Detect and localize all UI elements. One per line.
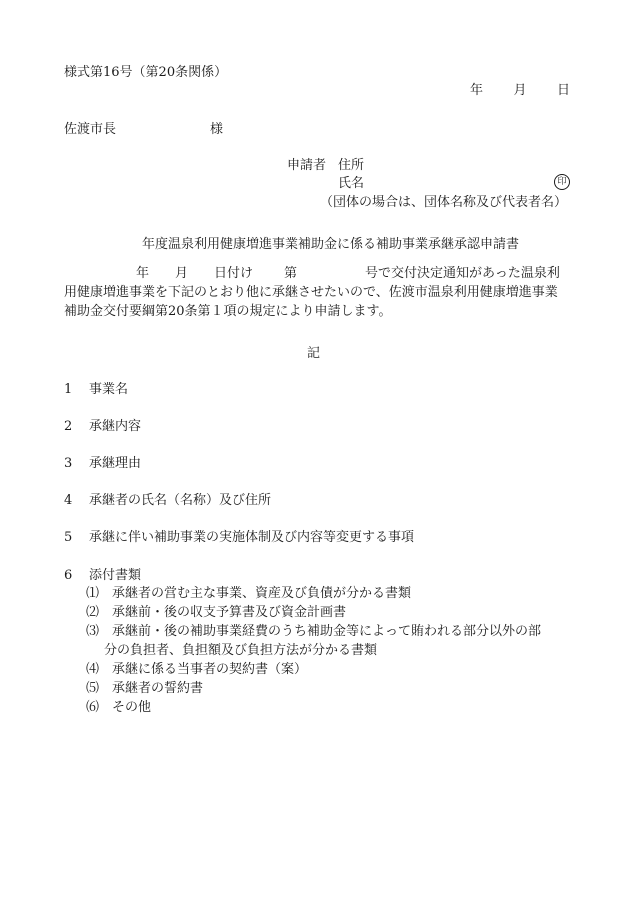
date-month: 月 [513, 83, 527, 98]
item-text: 事業名 [89, 382, 129, 397]
attachment-text: 承継前・後の収支予算書及び資金計画書 [112, 605, 347, 620]
seal-mark: 印 [554, 174, 570, 190]
applicant-name-row [338, 175, 570, 192]
address-label: 住所 [338, 158, 365, 173]
item-number: 6 [64, 568, 73, 583]
attachment-number: ⑹ [86, 700, 100, 715]
applicant-address-row [287, 157, 365, 174]
attachment-number: ⑷ [86, 662, 100, 677]
item-text: 承継者の氏名（名称）及び住所 [89, 493, 272, 508]
body-line-1 [64, 265, 572, 284]
body-line-3: 補助金交付要綱第20条第１項の規定により申請します。 [64, 304, 392, 319]
applicant-label: 申請者 [287, 158, 327, 173]
item-number: 2 [64, 419, 73, 434]
body-line-1-rest: 号で交付決定通知があった温泉利 [365, 266, 560, 281]
addressee [64, 121, 224, 138]
item-text: 承継理由 [89, 456, 142, 471]
ki-heading: 記 [307, 346, 321, 361]
attachment-number: ⑴ [86, 586, 100, 601]
date-day: 日 [556, 83, 570, 98]
attachment-number: ⑶ [86, 624, 100, 639]
name-label: 氏名 [338, 176, 365, 191]
attachment-text-continued: 分の負担者、負担額及び負担方法が分かる書類 [104, 643, 378, 658]
item-text: 承継内容 [89, 419, 142, 434]
item-number: 5 [64, 530, 73, 545]
date-line [470, 82, 570, 99]
attachment-text: 承継者の誓約書 [112, 681, 204, 696]
attachment-text: 承継者の営む主な事業、資産及び負債が分かる書類 [112, 586, 412, 601]
body-year: 年 [136, 266, 150, 281]
item-text: 添付書類 [89, 568, 142, 583]
item-number: 3 [64, 456, 73, 471]
attachment-text: 承継に係る当事者の契約書（案） [112, 662, 308, 677]
document-title: 年度温泉利用健康増進事業補助金に係る補助事業承継承認申請書 [142, 237, 520, 252]
attachment-number: ⑸ [86, 681, 100, 696]
addressee-name: 佐渡市長 [64, 122, 117, 137]
attachment-number: ⑵ [86, 605, 100, 620]
body-dated: 日付け [214, 266, 254, 281]
body-dai: 第 [284, 266, 298, 281]
group-note: （団体の場合は、団体名称及び代表者名） [320, 195, 568, 210]
form-number: 様式第16号（第20条関係） [64, 65, 228, 80]
attachment-text: その他 [112, 700, 152, 715]
addressee-honorific: 様 [210, 122, 224, 137]
body-paragraph [64, 265, 572, 322]
item-number: 1 [64, 382, 73, 397]
date-year: 年 [470, 83, 484, 98]
item-number: 4 [64, 493, 73, 508]
body-line-2: 用健康増進事業を下記のとおり他に承継させたいので、佐渡市温泉利用健康増進事業 [64, 285, 558, 300]
body-month: 月 [175, 266, 189, 281]
attachment-text: 承継前・後の補助事業経費のうち補助金等によって賄われる部分以外の部 [112, 624, 542, 639]
item-text: 承継に伴い補助事業の実施体制及び内容等変更する事項 [89, 530, 415, 545]
